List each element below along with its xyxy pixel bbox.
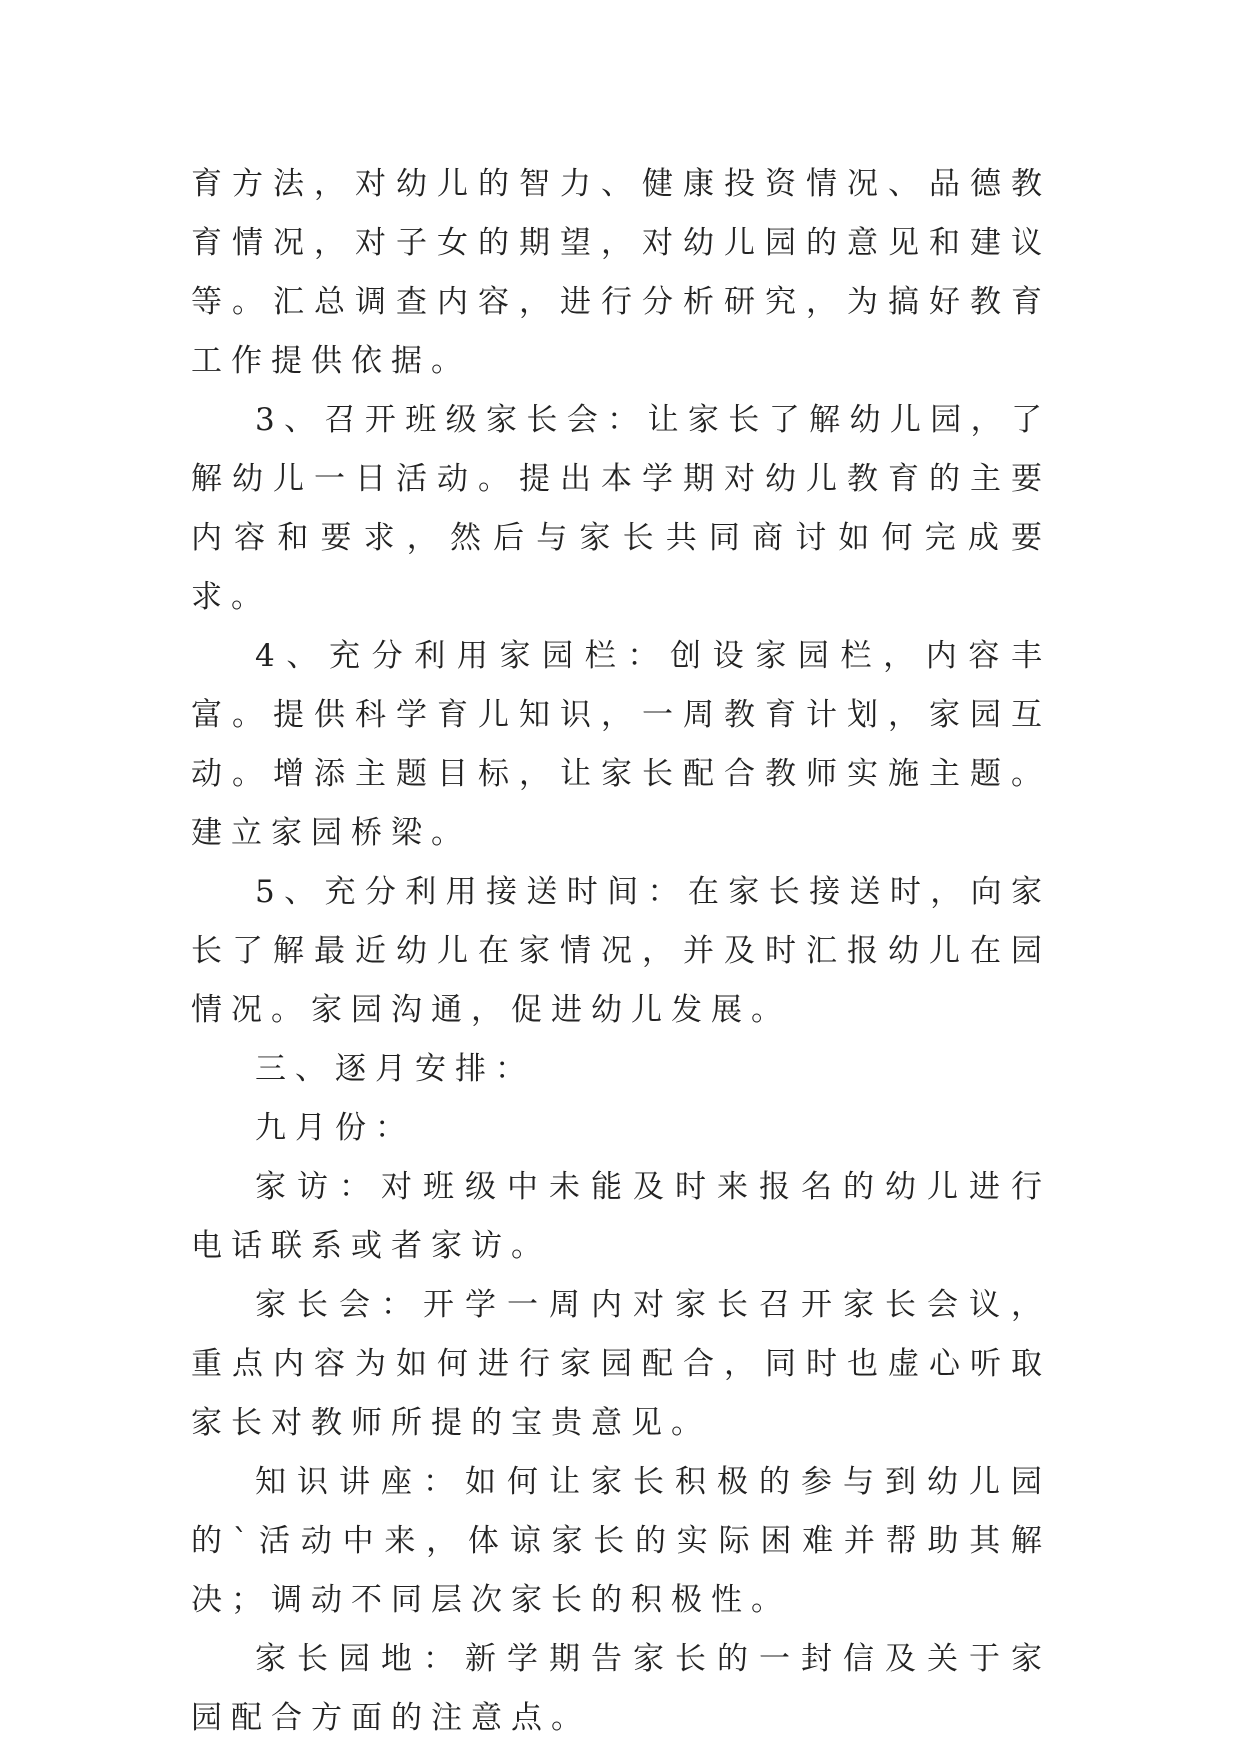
- paragraph-item-5: 5、充分利用接送时间：在家长接送时，向家长了解最近幼儿在家情况，并及时汇报幼儿在园情况。家园沟通，促进幼儿发展。: [191, 874, 1051, 1028]
- paragraph-continuation: 育方法，对幼儿的智力、健康投资情况、品德教育情况，对子女的期望，对幼儿园的意见和建议等。汇总调查内容，进行分析研究，为搞好教育工作提供依据。: [191, 166, 1051, 379]
- paragraph-item-3: 3、召开班级家长会：让家长了解幼儿园，了解幼儿一日活动。提出本学期对幼儿教育的主要内容和要求，然后与家长共同商讨如何完成要求。: [191, 402, 1051, 615]
- section-heading-monthly: 三、逐月安排：: [255, 1051, 535, 1087]
- paragraph-item-4: 4、充分利用家园栏：创设家园栏，内容丰富。提供科学育儿知识，一周教育计划，家园互动。增添主题目标，让家长配合教师实施主题。建立家园桥梁。: [191, 638, 1051, 851]
- document-body: [191, 155, 1051, 1748]
- paragraph-knowledge-lecture: 知识讲座：如何让家长积极的参与到幼儿园的`活动中来，体谅家长的实际困难并帮助其解决；调动不同层次家长的积极性。: [191, 1464, 1051, 1618]
- paragraph-home-visit: 家访：对班级中未能及时来报名的幼儿进行电话联系或者家访。: [191, 1169, 1051, 1264]
- paragraph-parent-meeting: 家长会：开学一周内对家长召开家长会议，重点内容为如何进行家园配合，同时也虚心听取家长对教师所提的宝贵意见。: [191, 1287, 1051, 1441]
- month-heading-september: 九月份：: [255, 1110, 415, 1146]
- paragraph-parent-corner: 家长园地：新学期告家长的一封信及关于家园配合方面的注意点。: [191, 1641, 1051, 1736]
